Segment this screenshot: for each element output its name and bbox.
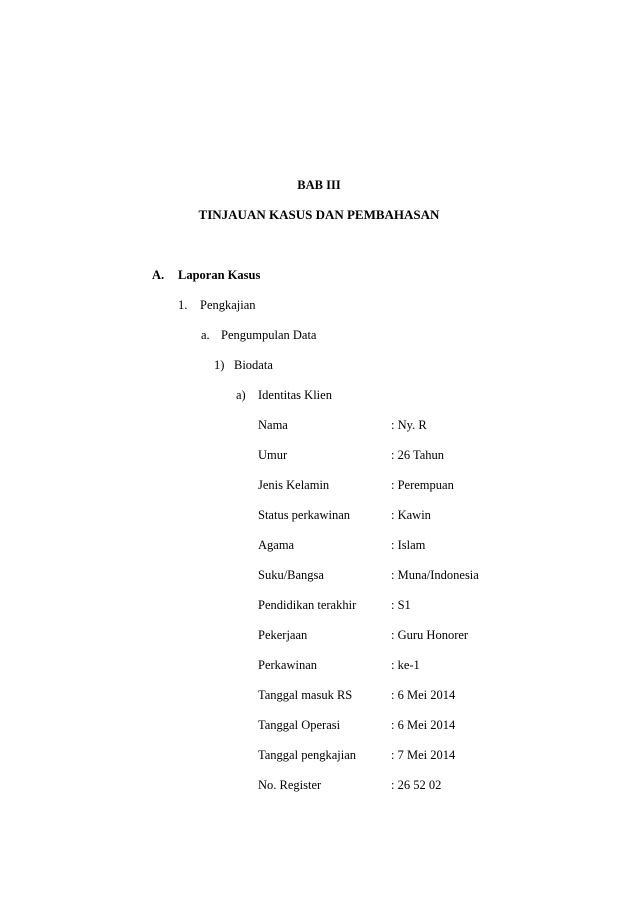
subsection-marker: 1) (214, 358, 225, 372)
section-label: Laporan Kasus (178, 268, 261, 282)
identitas-label: Perkawinan (258, 658, 318, 672)
identitas-label: Tanggal masuk RS (258, 688, 353, 702)
subsection-label: Biodata (234, 358, 273, 372)
identitas-label: Pekerjaan (258, 628, 308, 642)
identitas-label: Nama (258, 418, 288, 432)
identitas-value: : 26 Tahun (391, 448, 445, 462)
identitas-label: Suku/Bangsa (258, 568, 324, 582)
identitas-label: No. Register (258, 778, 322, 792)
identitas-value: : ke-1 (391, 658, 420, 672)
identitas-label: Jenis Kelamin (258, 478, 330, 492)
section-heading-laporan-kasus (152, 267, 260, 283)
identitas-value: : 26 52 02 (391, 778, 442, 792)
subsection-identitas-klien (236, 387, 332, 403)
identitas-value: : Islam (391, 538, 426, 552)
identitas-value: : Perempuan (391, 478, 454, 492)
identitas-label: Tanggal pengkajian (258, 748, 357, 762)
identitas-label: Umur (258, 448, 288, 462)
subsection-marker: 1. (178, 298, 188, 312)
identitas-label: Tanggal Operasi (258, 718, 341, 732)
identitas-value: : 6 Mei 2014 (391, 718, 456, 732)
subsection-label: Pengumpulan Data (221, 328, 317, 342)
subsection-label: Pengkajian (200, 298, 256, 312)
chapter-heading: BAB III (297, 178, 341, 192)
identitas-value: : Guru Honorer (391, 628, 469, 642)
chapter-title: TINJAUAN KASUS DAN PEMBAHASAN (198, 207, 440, 222)
identitas-value: : 7 Mei 2014 (391, 748, 456, 762)
identitas-label: Agama (258, 538, 295, 552)
section-marker: A. (152, 268, 165, 282)
subsection-marker: a) (236, 388, 246, 402)
subsection-label: Identitas Klien (258, 388, 332, 402)
identitas-value: : 6 Mei 2014 (391, 688, 456, 702)
identitas-label: Pendidikan terakhir (258, 598, 357, 612)
subsection-biodata (214, 357, 273, 373)
subsection-marker: a. (201, 328, 210, 342)
subsection-pengkajian (178, 297, 256, 313)
identitas-value: : Muna/Indonesia (391, 568, 479, 582)
identitas-value: : S1 (391, 598, 411, 612)
identitas-value: : Kawin (391, 508, 431, 522)
subsection-pengumpulan-data (201, 327, 316, 343)
identitas-value: : Ny. R (391, 418, 427, 432)
identitas-label: Status perkawinan (258, 508, 350, 522)
